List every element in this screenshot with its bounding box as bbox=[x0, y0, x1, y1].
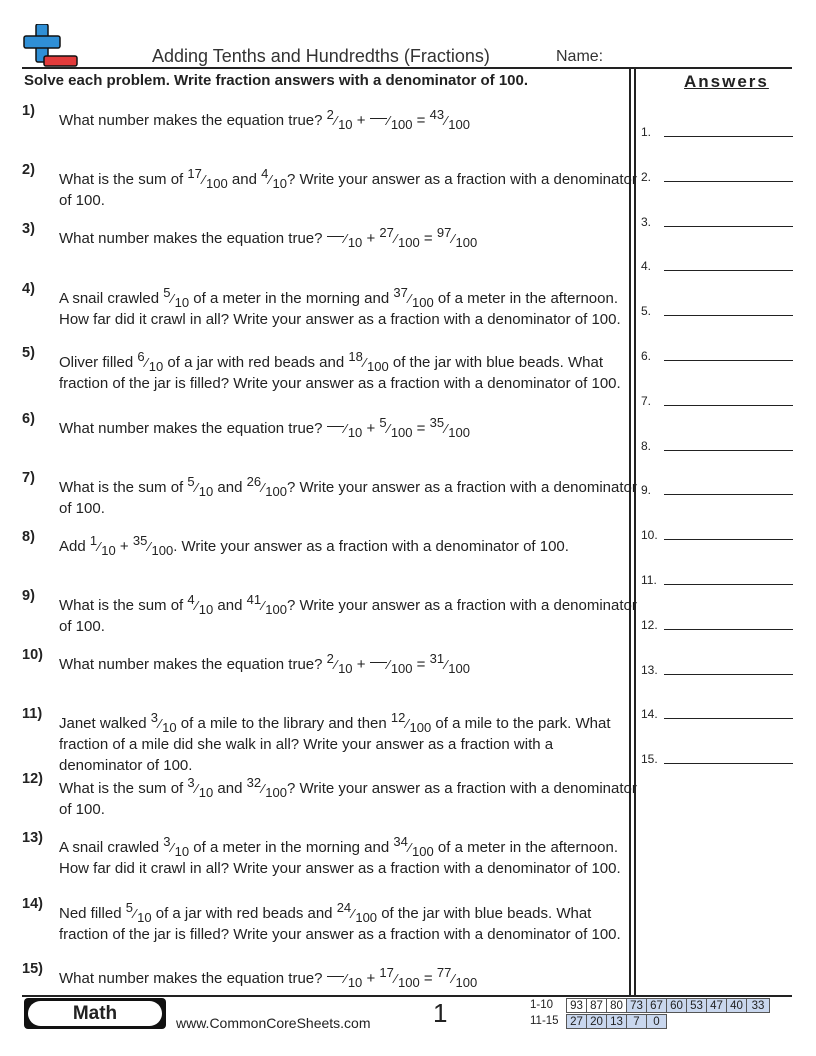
answer-field[interactable] bbox=[641, 121, 793, 141]
fraction: $^{77}⁄_{100}$ bbox=[436, 965, 478, 990]
problem-text: What number makes the equation true? $⁄_{10}$ + $^{27}⁄_{100}$ = $^{97}⁄_{100}$ bbox=[59, 225, 478, 250]
fraction: $^{17}⁄_{100}$ bbox=[187, 166, 228, 191]
problem-text: Add $^1⁄_{10}$ + $^{35}⁄_{100}$. Write your answer as a fraction with a denominator of 100. bbox=[59, 533, 569, 558]
blank-numerator bbox=[327, 236, 344, 237]
subject-label: Math bbox=[28, 1001, 162, 1026]
score-key-cell: 60 bbox=[666, 998, 687, 1013]
worksheet-title: Adding Tenths and Hundredths (Fractions) bbox=[152, 46, 490, 66]
problem-text: Ned filled $^5⁄_{10}$ of a jar with red beads and $^{24}⁄_{100}$ of the jar with blue beads. What fraction of the jar is filled? Write your answer as a fraction with a denominator of 100. bbox=[59, 900, 621, 943]
answer-field[interactable] bbox=[641, 300, 793, 320]
header-rule bbox=[22, 67, 792, 69]
answer-line[interactable] bbox=[664, 629, 793, 630]
problem-number: 6) bbox=[22, 411, 35, 427]
answer-line[interactable] bbox=[664, 226, 793, 227]
answer-line[interactable] bbox=[664, 136, 793, 137]
problem-text: What number makes the equation true? $^2⁄_{10}$ + $⁄_{100}$ = $^{43}⁄_{100}$ bbox=[59, 107, 470, 132]
fraction: $^3⁄_{10}$ bbox=[187, 775, 214, 800]
answers-heading: Answers bbox=[684, 72, 769, 91]
problem-text: What number makes the equation true? $⁄_{10}$ + $^5⁄_{100}$ = $^{35}⁄_{100}$ bbox=[59, 415, 470, 440]
score-key-cell: 47 bbox=[706, 998, 727, 1013]
answer-number: 2. bbox=[641, 169, 652, 184]
score-key-cell: 20 bbox=[586, 1014, 607, 1029]
score-key-label: 1-10 bbox=[530, 999, 554, 1011]
problem-text: What number makes the equation true? $^2⁄_{10}$ + $⁄_{100}$ = $^{31}⁄_{100}$ bbox=[59, 651, 470, 676]
fraction: $⁄_{100}$ bbox=[370, 112, 413, 129]
answer-number: 15. bbox=[641, 752, 658, 767]
fraction: $^{32}⁄_{100}$ bbox=[246, 775, 287, 800]
fraction: $⁄_{10}$ bbox=[327, 970, 363, 987]
blank-numerator bbox=[327, 426, 344, 427]
footer-rule bbox=[22, 995, 792, 997]
answer-field[interactable] bbox=[641, 524, 793, 544]
answer-field[interactable] bbox=[641, 255, 793, 275]
problem-number: 5) bbox=[22, 345, 35, 361]
fraction: $⁄_{100}$ bbox=[370, 656, 413, 673]
problem-number: 1) bbox=[22, 103, 35, 119]
answer-number: 5. bbox=[641, 304, 652, 319]
score-key-label: 11-15 bbox=[530, 1015, 559, 1027]
fraction: $⁄_{10}$ bbox=[327, 230, 363, 247]
fraction: $^2⁄_{10}$ bbox=[326, 651, 353, 676]
problem-number: 9) bbox=[22, 588, 35, 604]
answer-field[interactable] bbox=[641, 345, 793, 365]
problem-text: A snail crawled $^5⁄_{10}$ of a meter in the morning and $^{37}⁄_{100}$ of a meter in the afternoon. How far did it crawl in all? Write your answer as a fraction with a denominator of 100. bbox=[59, 285, 621, 328]
blank-numerator bbox=[327, 976, 344, 977]
answer-field[interactable] bbox=[641, 435, 793, 455]
problem-number: 11) bbox=[22, 706, 43, 722]
fraction: $^5⁄_{10}$ bbox=[187, 474, 214, 499]
score-key-cell: 80 bbox=[606, 998, 627, 1013]
fraction: $^{27}⁄_{100}$ bbox=[379, 225, 420, 250]
score-key-cell: 33 bbox=[746, 998, 770, 1013]
problem-number: 12) bbox=[22, 771, 43, 787]
fraction: $^{35}⁄_{100}$ bbox=[429, 415, 470, 440]
fraction: $^{31}⁄_{100}$ bbox=[429, 651, 470, 676]
website-url[interactable]: www.CommonCoreSheets.com bbox=[176, 1015, 371, 1031]
fraction: $^4⁄_{10}$ bbox=[261, 166, 287, 191]
fraction: $^2⁄_{10}$ bbox=[326, 107, 353, 132]
answer-number: 4. bbox=[641, 259, 652, 274]
fraction: $^{17}⁄_{100}$ bbox=[379, 965, 420, 990]
fraction: $^5⁄_{10}$ bbox=[125, 900, 152, 925]
score-key-cell: 0 bbox=[646, 1014, 667, 1029]
fraction: $^5⁄_{10}$ bbox=[163, 285, 190, 310]
problem-text: What is the sum of $^4⁄_{10}$ and $^{41}⁄_{100}$? Write your answer as a fraction with a denominator of 100. bbox=[59, 592, 637, 635]
answer-field[interactable] bbox=[641, 703, 793, 723]
answer-number: 8. bbox=[641, 438, 652, 453]
fraction: $^{43}⁄_{100}$ bbox=[429, 107, 470, 132]
problem-number: 8) bbox=[22, 529, 35, 545]
fraction: $^{18}⁄_{100}$ bbox=[348, 349, 389, 374]
fraction: $^{24}⁄_{100}$ bbox=[336, 900, 378, 925]
answer-field[interactable] bbox=[641, 479, 793, 499]
problem-number: 15) bbox=[22, 961, 43, 977]
answer-number: 10. bbox=[641, 528, 658, 543]
fraction: $^{26}⁄_{100}$ bbox=[246, 474, 287, 499]
fraction: $^3⁄_{10}$ bbox=[150, 710, 177, 735]
score-key-cell: 53 bbox=[686, 998, 707, 1013]
answer-number: 14. bbox=[641, 707, 658, 722]
score-key-cell: 73 bbox=[626, 998, 647, 1013]
problem-number: 10) bbox=[22, 647, 43, 663]
answer-line[interactable] bbox=[664, 584, 793, 585]
blank-numerator bbox=[370, 118, 387, 119]
answer-field[interactable] bbox=[641, 166, 793, 186]
answer-field[interactable] bbox=[641, 211, 793, 231]
answer-line[interactable] bbox=[664, 450, 793, 451]
answer-field[interactable] bbox=[641, 614, 793, 634]
answer-number: 3. bbox=[641, 214, 652, 229]
problem-text: A snail crawled $^3⁄_{10}$ of a meter in the morning and $^{34}⁄_{100}$ of a meter in the afternoon. How far did it crawl in all? Write your answer as a fraction with a denominator of 100. bbox=[59, 834, 621, 877]
problem-text: Oliver filled $^6⁄_{10}$ of a jar with red beads and $^{18}⁄_{100}$ of the jar with blue beads. What fraction of the jar is filled? Write your answer as a fraction with a denominator of 100. bbox=[59, 349, 621, 392]
score-key-cell: 67 bbox=[646, 998, 667, 1013]
problem-number: 3) bbox=[22, 221, 35, 237]
answer-line[interactable] bbox=[664, 181, 793, 182]
answer-number: 12. bbox=[641, 617, 658, 632]
fraction: $^{12}⁄_{100}$ bbox=[390, 710, 432, 735]
answer-line[interactable] bbox=[664, 360, 793, 361]
answer-line[interactable] bbox=[664, 763, 793, 764]
score-key-cell: 13 bbox=[606, 1014, 627, 1029]
score-key-cell: 87 bbox=[586, 998, 607, 1013]
answer-number: 6. bbox=[641, 349, 652, 363]
problem-text: Janet walked $^3⁄_{10}$ of a mile to the library and then $^{12}⁄_{100}$ of a mile to the park. What fraction of a mile did she walk in all? Write your answer as a fraction with a denominator of 100. bbox=[59, 710, 611, 774]
answer-line[interactable] bbox=[664, 674, 793, 675]
answer-number: 11. bbox=[641, 573, 657, 587]
answer-line[interactable] bbox=[664, 494, 793, 495]
answer-line[interactable] bbox=[664, 718, 793, 719]
problem-text: What is the sum of $^{17}⁄_{100}$ and $^4⁄_{10}$? Write your answer as a fraction with a denominator of 100. bbox=[59, 166, 637, 209]
common-core-sheets-logo-icon bbox=[22, 24, 78, 68]
fraction: $^{34}⁄_{100}$ bbox=[393, 834, 434, 859]
score-key-cell: 93 bbox=[566, 998, 587, 1013]
answer-line[interactable] bbox=[664, 539, 793, 540]
problem-text: What number makes the equation true? $⁄_{10}$ + $^{17}⁄_{100}$ = $^{77}⁄_{100}$ bbox=[59, 965, 478, 990]
fraction: $^{35}⁄_{100}$ bbox=[132, 533, 174, 558]
instructions: Solve each problem. Write fraction answers with a denominator of 100. bbox=[24, 72, 529, 89]
fraction: $^1⁄_{10}$ bbox=[89, 533, 116, 558]
problem-text: What is the sum of $^5⁄_{10}$ and $^{26}⁄_{100}$? Write your answer as a fraction with a denominator of 100. bbox=[59, 474, 637, 517]
fraction: $^{37}⁄_{100}$ bbox=[393, 285, 434, 310]
answer-number: 7. bbox=[641, 393, 652, 408]
answer-number: 9. bbox=[641, 483, 652, 498]
answer-number: 13. bbox=[641, 662, 658, 677]
page-number: 1 bbox=[433, 998, 448, 1028]
problem-number: 2) bbox=[22, 162, 35, 178]
answer-line[interactable] bbox=[664, 315, 793, 316]
answer-field[interactable] bbox=[641, 659, 793, 679]
answer-field[interactable] bbox=[641, 748, 793, 768]
fraction: $^4⁄_{10}$ bbox=[187, 592, 214, 617]
fraction: $^{97}⁄_{100}$ bbox=[436, 225, 478, 250]
subject-badge bbox=[24, 998, 166, 1029]
name-label: Name: bbox=[556, 48, 604, 65]
fraction: $^3⁄_{10}$ bbox=[163, 834, 190, 859]
fraction: $^{41}⁄_{100}$ bbox=[246, 592, 287, 617]
answer-number: 1. bbox=[641, 125, 652, 139]
problem-text: What is the sum of $^3⁄_{10}$ and $^{32}⁄_{100}$? Write your answer as a fraction with a denominator of 100. bbox=[59, 775, 637, 818]
fraction: $^5⁄_{100}$ bbox=[379, 415, 413, 440]
score-key-cell: 7 bbox=[626, 1014, 647, 1029]
score-key-cell: 27 bbox=[566, 1014, 587, 1029]
answer-field[interactable] bbox=[641, 390, 793, 410]
answer-field[interactable] bbox=[641, 569, 793, 589]
fraction: $^6⁄_{10}$ bbox=[137, 349, 164, 374]
score-key-cell: 40 bbox=[726, 998, 747, 1013]
answer-line[interactable] bbox=[664, 405, 793, 406]
problem-number: 4) bbox=[22, 281, 35, 297]
fraction: $⁄_{10}$ bbox=[327, 420, 363, 437]
answer-line[interactable] bbox=[664, 270, 793, 271]
problem-number: 13) bbox=[22, 830, 43, 846]
problem-number: 7) bbox=[22, 470, 35, 486]
problem-number: 14) bbox=[22, 896, 43, 912]
blank-numerator bbox=[370, 662, 387, 663]
